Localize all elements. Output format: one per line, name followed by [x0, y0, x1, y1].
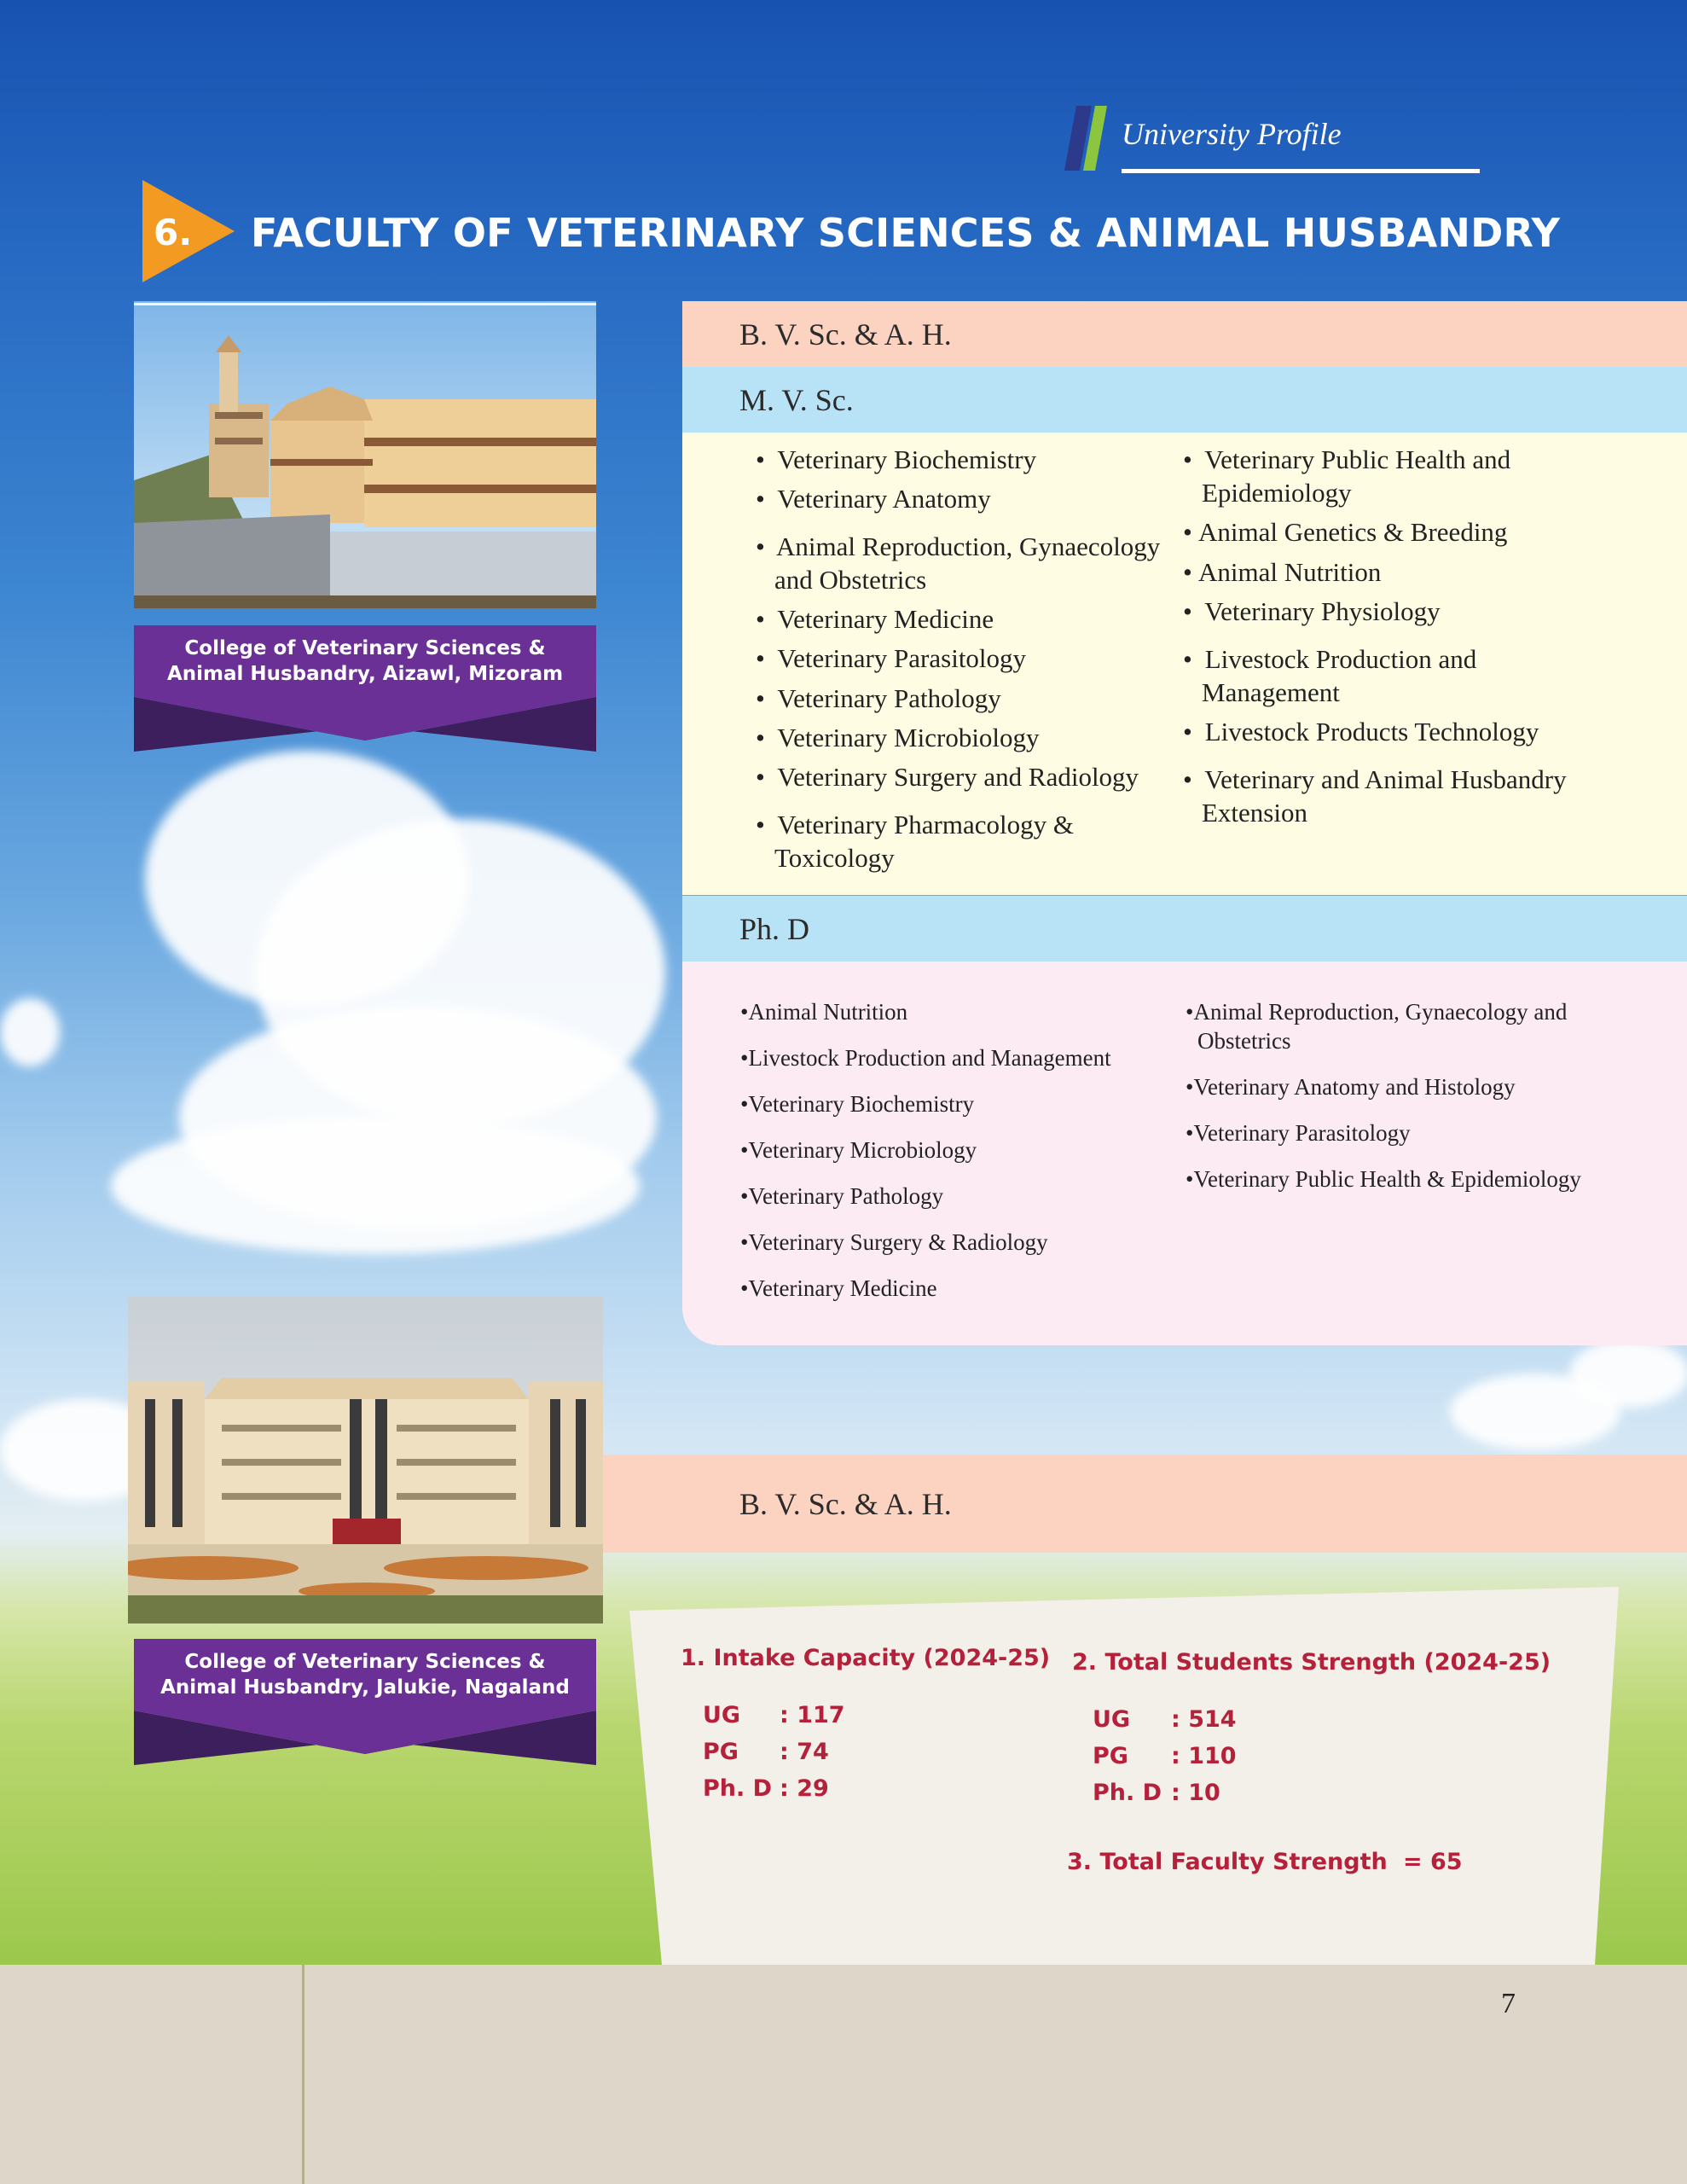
- list-item: • Veterinary Medicine: [756, 604, 994, 634]
- list-item: • Veterinary Public Health and: [1183, 444, 1511, 474]
- list-item: • Livestock Products Technology: [1183, 717, 1539, 746]
- strength-ug-label: UG: [1093, 1706, 1131, 1733]
- list-item: • Veterinary and Animal Husbandry: [1183, 764, 1567, 794]
- intake-pg-label: PG: [703, 1739, 739, 1765]
- faculty-strength-value: = 65: [1403, 1849, 1463, 1875]
- list-item: •Livestock Production and Management: [740, 1045, 1111, 1071]
- list-item: • Veterinary Pharmacology &: [756, 810, 1074, 839]
- list-item: • Animal Nutrition: [1183, 557, 1382, 587]
- students-strength-title: 2. Total Students Strength (2024-25): [1072, 1649, 1551, 1676]
- page-footer: [0, 1965, 1687, 2184]
- mvsc-band: [682, 367, 1687, 433]
- strength-pg-value: : 110: [1171, 1743, 1237, 1769]
- strength-phd-label: Ph. D: [1093, 1780, 1162, 1806]
- intake-phd-label: Ph. D: [703, 1775, 773, 1802]
- strength-phd-value: : 10: [1171, 1780, 1220, 1806]
- list-item: • Veterinary Physiology: [1183, 596, 1441, 626]
- list-item: Toxicology: [774, 843, 895, 873]
- list-item: Epidemiology: [1202, 478, 1352, 508]
- intake-phd-value: : 29: [780, 1775, 829, 1802]
- list-item: Obstetrics: [1197, 1028, 1291, 1054]
- list-item: • Veterinary Microbiology: [756, 723, 1040, 752]
- list-item: •Animal Reproduction, Gynaecology and: [1186, 999, 1568, 1025]
- section-label-underline: [1122, 169, 1480, 173]
- college-caption-jalukie-line1: College of Veterinary Sciences &: [184, 1651, 546, 1673]
- college-photo-jalukie: [128, 1297, 603, 1623]
- list-item: • Veterinary Surgery and Radiology: [756, 762, 1139, 792]
- list-item: and Obstetrics: [774, 565, 927, 595]
- list-item: •Veterinary Public Health & Epidemiology: [1186, 1166, 1581, 1192]
- list-item: • Livestock Production and: [1183, 644, 1477, 674]
- college-caption-aizawl-line1: College of Veterinary Sciences &: [184, 637, 546, 659]
- college-banner-jalukie: [134, 1639, 596, 1765]
- section-number: 6.: [154, 212, 193, 253]
- page-title: FACULTY OF VETERINARY SCIENCES & ANIMAL HUSBANDRY: [251, 210, 1561, 256]
- college-photo-aizawl: [134, 301, 596, 608]
- intake-capacity-title: 1. Intake Capacity (2024-25): [681, 1645, 1051, 1671]
- intake-ug-value: : 117: [780, 1702, 845, 1728]
- intake-pg-value: : 74: [780, 1739, 829, 1765]
- list-item: • Veterinary Anatomy: [756, 484, 991, 514]
- bvsc-label-aizawl: B. V. Sc. & A. H.: [739, 317, 952, 351]
- list-item: •Veterinary Anatomy and Histology: [1186, 1074, 1516, 1100]
- list-item: • Animal Reproduction, Gynaecology: [756, 531, 1161, 561]
- college-caption-aizawl-line2: Animal Husbandry, Aizawl, Mizoram: [166, 663, 564, 685]
- section-label: University Profile: [1122, 117, 1342, 151]
- stats-card: [629, 1587, 1619, 1965]
- college-caption-jalukie-line2: Animal Husbandry, Jalukie, Nagaland: [160, 1676, 570, 1699]
- list-item: •Animal Nutrition: [740, 999, 908, 1025]
- footer-divider: [302, 1965, 304, 2184]
- strength-pg-label: PG: [1093, 1743, 1128, 1769]
- bvsc-band-aizawl: [682, 301, 1687, 367]
- list-item: •Veterinary Surgery & Radiology: [740, 1229, 1048, 1255]
- phd-subjects-panel: [682, 961, 1687, 1345]
- list-item: • Veterinary Pathology: [756, 683, 1001, 713]
- mvsc-label: M. V. Sc.: [739, 382, 854, 417]
- bvsc-band-jalukie: [603, 1455, 1687, 1553]
- bvsc-label-jalukie: B. V. Sc. & A. H.: [739, 1486, 952, 1521]
- intake-ug-label: UG: [703, 1702, 741, 1728]
- college-banner-aizawl: [134, 625, 596, 752]
- list-item: •Veterinary Medicine: [740, 1275, 937, 1301]
- list-item: Management: [1202, 677, 1340, 707]
- list-item: •Veterinary Biochemistry: [740, 1091, 975, 1117]
- list-item: •Veterinary Pathology: [740, 1183, 944, 1209]
- phd-band: [682, 896, 1687, 961]
- strength-ug-value: : 514: [1171, 1706, 1237, 1733]
- list-item: •Veterinary Microbiology: [740, 1137, 977, 1163]
- phd-label: Ph. D: [739, 911, 810, 946]
- mvsc-subjects-panel: [682, 433, 1687, 895]
- list-item: •Veterinary Parasitology: [1186, 1120, 1411, 1146]
- faculty-strength-title: 3. Total Faculty Strength: [1067, 1849, 1388, 1875]
- list-item: • Veterinary Parasitology: [756, 643, 1027, 673]
- list-item: • Animal Genetics & Breeding: [1183, 517, 1508, 547]
- profile-bars-icon: [1064, 106, 1112, 171]
- list-item: • Veterinary Biochemistry: [756, 444, 1037, 474]
- list-item: Extension: [1202, 798, 1307, 828]
- page-number: 7: [1501, 1988, 1516, 2019]
